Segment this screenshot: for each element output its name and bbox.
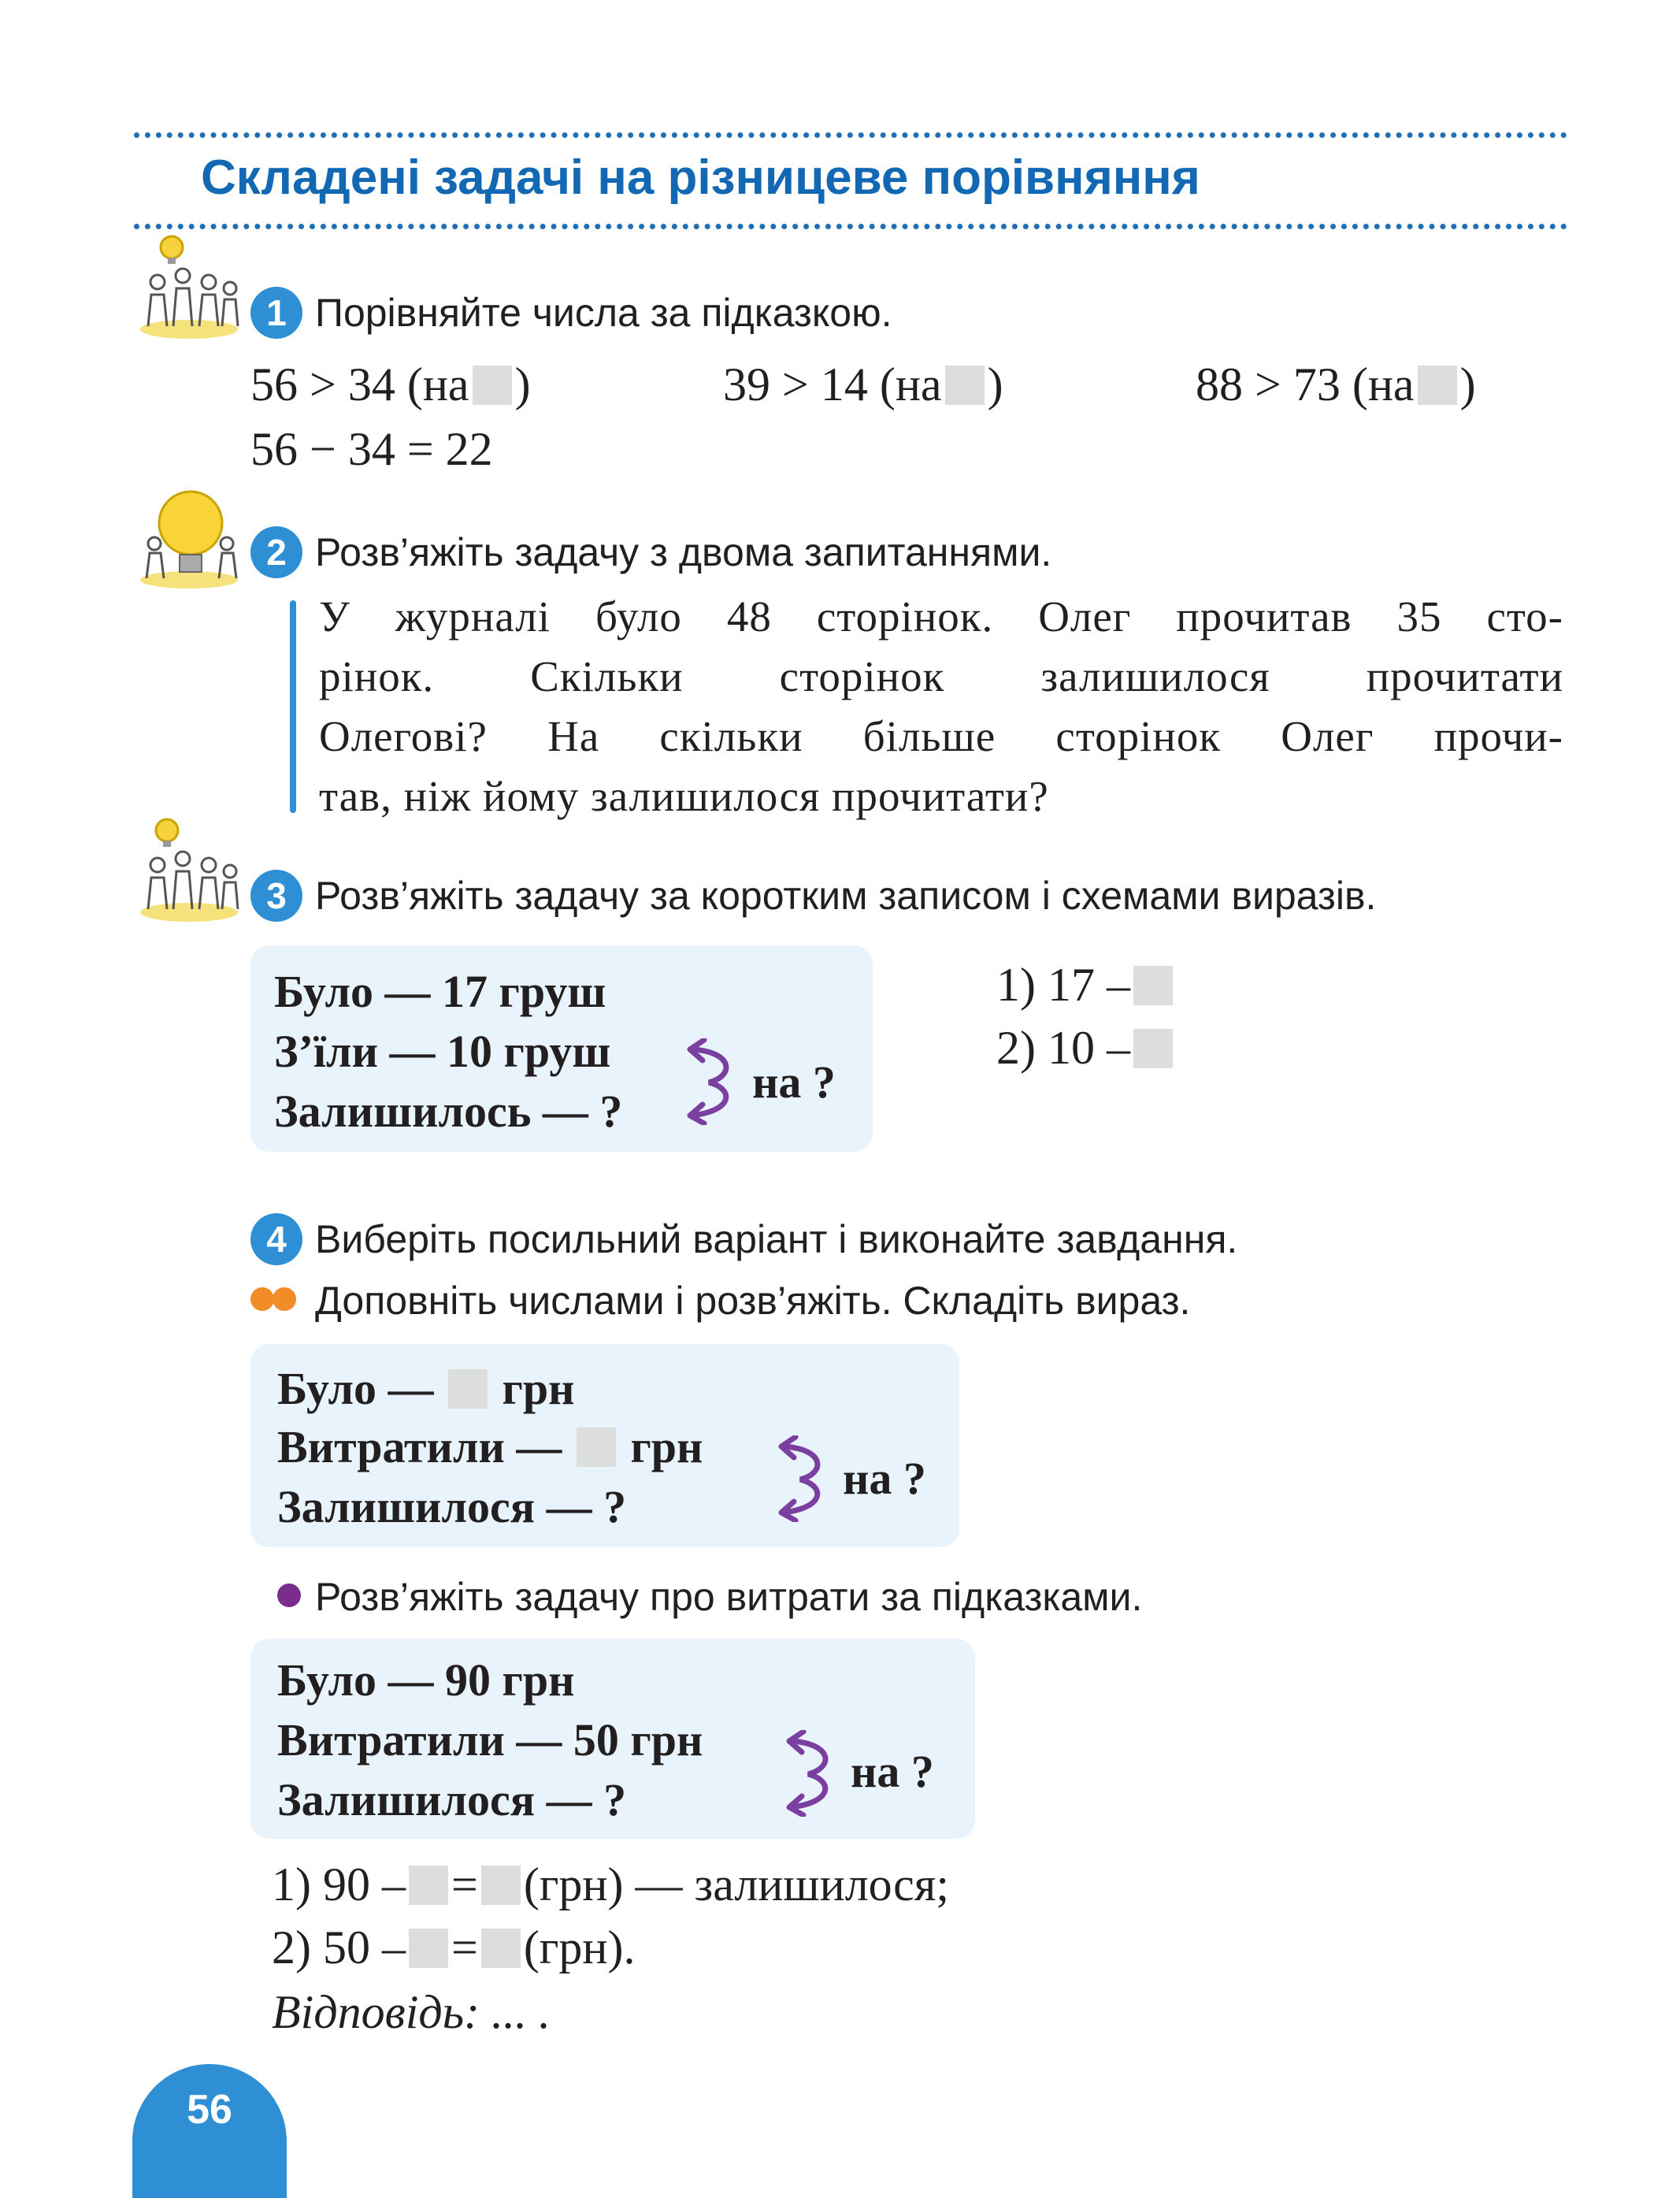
close-paren: ) [514, 358, 531, 410]
blank-box[interactable] [409, 1866, 448, 1905]
step-2-unit: (грн). [523, 1921, 636, 1973]
task-1-number: 1 [250, 287, 302, 339]
page-title: Складені задачі на різницеве порівняння [201, 150, 1200, 205]
note-line: З’їли — 10 груш [274, 1026, 611, 1077]
story-text [319, 587, 1563, 826]
task-4-instruction: Виберіть посильний варіант і виконайте завдання. [315, 1217, 1238, 1261]
purple-dot-icon [277, 1584, 301, 1607]
story-line: рінок. Скільки сторінок залишилося прочитати [319, 652, 1563, 700]
step-1 [272, 1858, 950, 1910]
page-number: 56 [187, 2087, 232, 2133]
blank-box[interactable] [481, 1866, 521, 1905]
blank-box[interactable] [945, 366, 985, 405]
line-text: Витратили — [277, 1421, 562, 1472]
na-label: на ? [752, 1056, 836, 1108]
task-2-number: 2 [250, 526, 302, 578]
line-unit: грн [502, 1363, 575, 1414]
variant-b-line-1: Було — 90 грн [277, 1654, 575, 1706]
story-line: Олегові? На скільки більше сторінок Олег прочи- [319, 712, 1563, 760]
variant-b-instruction: Розв’яжіть задачу про витрати за підказками. [315, 1575, 1143, 1619]
line-unit: грн [630, 1421, 703, 1472]
expression-1-text: 1) 17 – [996, 959, 1130, 1011]
step-2 [272, 1921, 636, 1973]
lightbulb-idea-icon [134, 482, 244, 592]
variant-a-line-2 [277, 1421, 703, 1472]
close-paren: ) [987, 358, 1003, 410]
task-3-number: 3 [250, 870, 302, 922]
close-paren: ) [1459, 358, 1476, 410]
blank-box[interactable] [577, 1428, 616, 1467]
compare-2 [723, 358, 1003, 410]
note-line: Залишилось — ? [274, 1086, 623, 1137]
step-1-text: 1) 90 – [272, 1858, 406, 1910]
compare-3 [1196, 358, 1476, 410]
step-1-unit: (грн) — залишилося; [523, 1858, 950, 1910]
group-work-icon [134, 233, 244, 343]
line-text: Було — [277, 1363, 434, 1414]
task-4-number: 4 [250, 1213, 302, 1265]
bottom-dotted-rule [134, 224, 1567, 229]
variant-a-line-3: Залишилося — ? [277, 1481, 627, 1532]
compare-3-text: 88 > 73 (на [1196, 358, 1415, 410]
task-1-instruction: Порівняйте числа за підказкою. [315, 291, 892, 335]
variant-b-line-3: Залишилося — ? [277, 1774, 627, 1825]
orange-dot-icon [250, 1287, 274, 1311]
curved-arrow-icon [770, 1435, 833, 1522]
orange-dot-icon [273, 1287, 296, 1311]
story-accent-bar [290, 600, 296, 813]
answer-line: Відповідь: ... . [272, 1986, 551, 2038]
story-line: У журналі було 48 сторінок. Олег прочитав 35 сто- [319, 592, 1563, 640]
compare-1 [250, 358, 531, 410]
blank-box[interactable] [473, 366, 512, 405]
variant-b-line-2: Витратили — 50 грн [277, 1714, 703, 1765]
expression-2-text: 2) 10 – [996, 1022, 1130, 1074]
compare-2-text: 39 > 14 (на [723, 358, 942, 410]
task-2-instruction: Розв’яжіть задачу з двома запитаннями. [315, 530, 1052, 574]
curved-arrow-icon [679, 1038, 742, 1125]
group-work-icon [134, 816, 244, 926]
equals-sign: = [451, 1921, 478, 1973]
expression-1 [996, 959, 1176, 1011]
blank-box[interactable] [1133, 1029, 1173, 1068]
curved-arrow-icon [778, 1730, 841, 1817]
equals-sign: = [451, 1858, 478, 1910]
blank-box[interactable] [481, 1929, 521, 1968]
story-line: тав, ніж йому залишилося прочитати? [319, 772, 1049, 820]
na-label: на ? [843, 1453, 926, 1504]
compare-1-text: 56 > 34 (на [250, 358, 469, 410]
blank-box[interactable] [1418, 366, 1457, 405]
variant-a-instruction: Доповніть числами і розв’яжіть. Складіть вираз. [315, 1279, 1191, 1323]
step-2-text: 2) 50 – [272, 1921, 406, 1973]
variant-a-line-1 [277, 1363, 575, 1414]
top-dotted-rule [134, 132, 1567, 138]
na-label: на ? [851, 1746, 934, 1797]
example-equation: 56 − 34 = 22 [250, 423, 493, 475]
task-3-instruction: Розв’яжіть задачу за коротким записом і схемами виразів. [315, 874, 1377, 918]
blank-box[interactable] [409, 1929, 448, 1968]
expression-2 [996, 1022, 1176, 1074]
note-line: Було — 17 груш [274, 966, 606, 1017]
blank-box[interactable] [448, 1369, 488, 1409]
blank-box[interactable] [1133, 966, 1173, 1005]
